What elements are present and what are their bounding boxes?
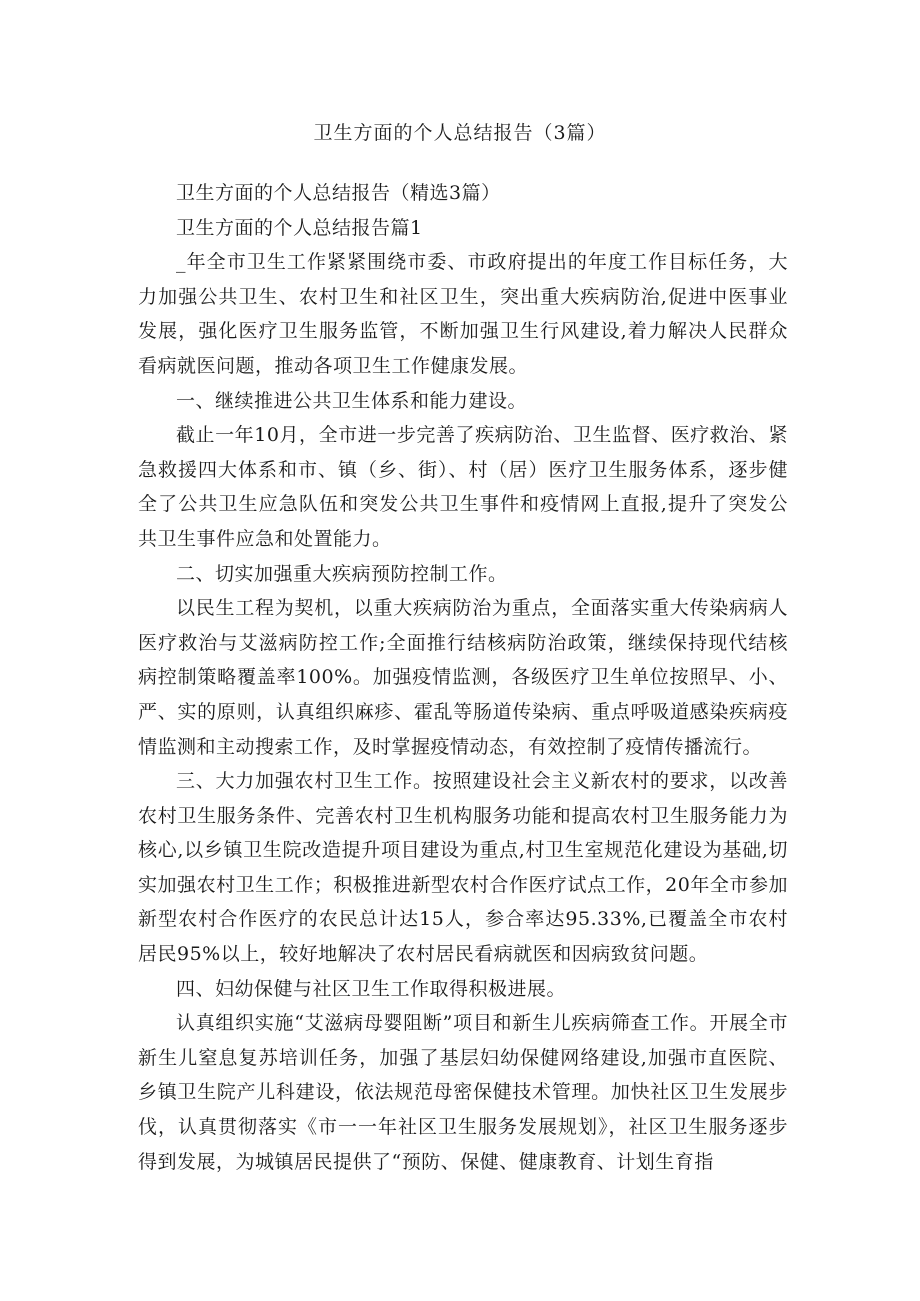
section-heading: 四、妇幼保健与社区卫生工作取得积极进展。 <box>176 977 567 1000</box>
document-title: 卫生方面的个人总结报告（3篇） <box>313 122 607 144</box>
section-heading: 卫生方面的个人总结报告篇1 <box>176 216 423 239</box>
body-paragraph: _年全市卫生工作紧紧围绕市委、市政府提出的年度工作目标任务，大力加强公共卫生、农村卫生和社区卫生，突出重大疾病防治,促进中医事业发展，强化医疗卫生服务监管，不断加强卫生行风建设,着力解决人民群众看病就医问题，推动各项卫生工作健康发展。 <box>138 251 788 377</box>
section-heading: 一、继续推进公共卫生体系和能力建设。 <box>176 389 528 412</box>
section-heading: 二、切实加强重大疾病预防控制工作。 <box>176 562 508 585</box>
document-body <box>138 176 788 1179</box>
body-paragraph: 认真组织实施“艾滋病母婴阻断”项目和新生儿疾病筛查工作。开展全市新生儿窒息复苏培训任务，加强了基层妇幼保健网络建设,加强市直医院、乡镇卫生院产儿科建设，依法规范母密保健技术管理。加快社区卫生发展步伐，认真贯彻落实《市一一年社区卫生服务发展规划》，社区卫生服务逐步得到发展，为城镇居民提供了“预防、保健、健康教育、计划生育指 <box>138 1012 788 1173</box>
subtitle-paragraph: 卫生方面的个人总结报告（精选3篇） <box>176 182 501 204</box>
body-paragraph: 以民生工程为契机，以重大疾病防治为重点，全面落实重大传染病病人医疗救治与艾滋病防控工作;全面推行结核病防治政策，继续保持现代结核病控制策略覆盖率100%。加强疫情监测，各级医疗卫生单位按照早、小、严、实的原则，认真组织麻疹、霍乱等肠道传染病、重点呼吸道感染疾病疫情监测和主动搜索工作，及时掌握疫情动态，有效控制了疫情传播流行。 <box>138 597 788 758</box>
body-paragraph: 截止一年10月，全市进一步完善了疾病防治、卫生监督、医疗救治、紧急救援四大体系和市、镇（乡、街）、村（居）医疗卫生服务体系，逐步健全了公共卫生应急队伍和突发公共卫生事件和疫情网上直报,提升了突发公共卫生事件应急和处置能力。 <box>138 424 788 550</box>
body-paragraph: 三、大力加强农村卫生工作。按照建设社会主义新农村的要求，以改善农村卫生服务条件、完善农村卫生机构服务功能和提高农村卫生服务能力为核心,以乡镇卫生院改造提升项目建设为重点,村卫生室规范化建设为基础,切实加强农村卫生工作；积极推进新型农村合作医疗试点工作，20年全市参加新型农村合作医疗的农民总计达15人，参合率达95.33%,已覆盖全市农村居民95%以上，较好地解决了农村居民看病就医和因病致贫问题。 <box>138 770 788 966</box>
